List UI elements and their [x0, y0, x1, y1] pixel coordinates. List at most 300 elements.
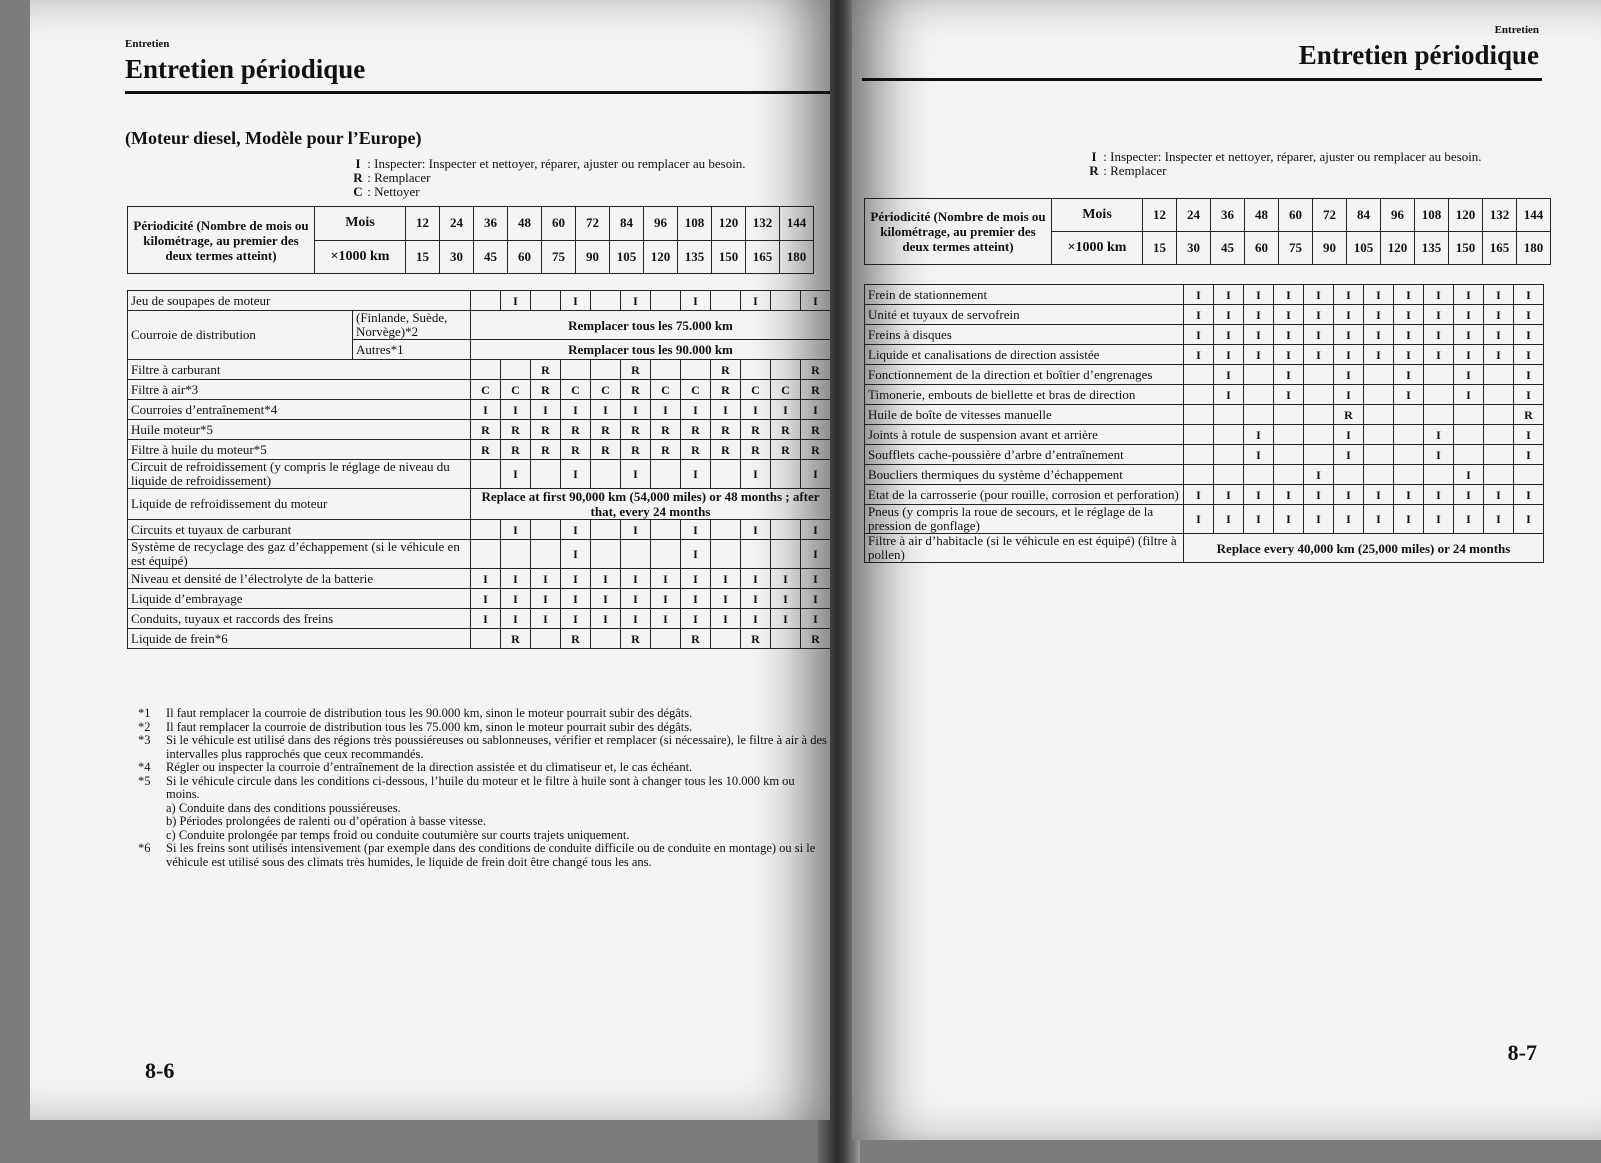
km-value: 105	[1347, 232, 1381, 265]
title-rule	[862, 78, 1542, 81]
schedule-cell: I	[1394, 505, 1424, 534]
footnote	[138, 707, 828, 721]
schedule-cell: I	[801, 569, 831, 589]
schedule-cell: R	[591, 440, 621, 460]
schedule-cell	[1424, 385, 1454, 405]
item-name: Niveau et densité de l’électrolyte de la batterie	[128, 569, 471, 589]
interval-note: Remplacer tous les 75.000 km	[471, 311, 831, 340]
schedule-cell: I	[1214, 385, 1244, 405]
schedule-cell: I	[1244, 345, 1274, 365]
km-value: 135	[678, 240, 712, 274]
schedule-cell: I	[1514, 385, 1544, 405]
schedule-cell: I	[1274, 385, 1304, 405]
km-value: 75	[1279, 232, 1313, 265]
item-name: Liquide de frein*6	[128, 629, 471, 649]
months-value: 48	[508, 207, 542, 241]
schedule-cell: I	[1394, 325, 1424, 345]
schedule-cell: I	[1244, 285, 1274, 305]
footnote	[138, 829, 828, 843]
item-name: Liquide de refroidissement du moteur	[128, 489, 471, 520]
schedule-cell: I	[561, 460, 591, 489]
schedule-cell: I	[1334, 445, 1364, 465]
schedule-cell	[681, 360, 711, 380]
schedule-cell	[1244, 465, 1274, 485]
schedule-cell: I	[531, 589, 561, 609]
months-value: 48	[1245, 199, 1279, 232]
schedule-cell: I	[741, 291, 771, 311]
schedule-cell	[711, 520, 741, 540]
schedule-cell	[1274, 445, 1304, 465]
footnote-text: Si les freins sont utilisés intensivement (par exemple dans des conditions de conduite difficile ou de conduite en montage) ou si le véhicule est utilisé sous des climats très humides, le liquide de frein doit être changé tous les ans.	[166, 841, 816, 869]
schedule-cell	[1214, 465, 1244, 485]
schedule-cell	[531, 520, 561, 540]
schedule-cell: I	[561, 540, 591, 569]
item-name: Huile de boîte de vitesses manuelle	[865, 405, 1184, 425]
title-rule	[125, 91, 830, 94]
schedule-cell: I	[471, 400, 501, 420]
months-value: 132	[1483, 199, 1517, 232]
months-value: 144	[1517, 199, 1551, 232]
schedule-cell: R	[501, 420, 531, 440]
schedule-cell: I	[771, 609, 801, 629]
schedule-cell: I	[1454, 305, 1484, 325]
schedule-cell	[741, 540, 771, 569]
item-name: Huile moteur*5	[128, 420, 471, 440]
schedule-cell: I	[1184, 505, 1214, 534]
schedule-cell	[1394, 425, 1424, 445]
schedule-cell	[1364, 465, 1394, 485]
item-name: Liquide et canalisations de direction assistée	[865, 345, 1184, 365]
table-row	[128, 380, 831, 400]
schedule-cell	[1184, 465, 1214, 485]
schedule-cell	[1304, 405, 1334, 425]
schedule-cell: C	[561, 380, 591, 400]
schedule-cell: I	[1424, 305, 1454, 325]
months-value: 120	[712, 207, 746, 241]
schedule-cell: I	[1454, 325, 1484, 345]
schedule-cell: R	[531, 380, 561, 400]
schedule-cell: R	[1514, 405, 1544, 425]
item-name: Courroies d’entraînement*4	[128, 400, 471, 420]
schedule-cell: I	[1214, 485, 1244, 505]
page-right	[852, 0, 1601, 1140]
schedule-cell: R	[711, 440, 741, 460]
item-name: Boucliers thermiques du système d’échappement	[865, 465, 1184, 485]
schedule-cell	[711, 540, 741, 569]
schedule-cell: I	[591, 569, 621, 589]
schedule-cell: I	[1514, 485, 1544, 505]
schedule-cell	[471, 520, 501, 540]
schedule-cell: R	[651, 440, 681, 460]
schedule-cell	[1514, 465, 1544, 485]
schedule-cell: R	[561, 420, 591, 440]
schedule-cell	[1424, 405, 1454, 425]
table-row	[128, 569, 831, 589]
km-value: 120	[1381, 232, 1415, 265]
footnote-marker: *1	[138, 706, 151, 720]
schedule-cell: I	[741, 520, 771, 540]
schedule-cell: I	[771, 569, 801, 589]
schedule-cell: I	[651, 569, 681, 589]
schedule-cell	[1364, 365, 1394, 385]
schedule-cell: I	[771, 589, 801, 609]
schedule-cell: R	[651, 420, 681, 440]
schedule-cell: C	[501, 380, 531, 400]
schedule-cell: I	[1334, 485, 1364, 505]
schedule-cell: I	[591, 400, 621, 420]
item-name: Freins à disques	[865, 325, 1184, 345]
schedule-cell: I	[1364, 485, 1394, 505]
schedule-cell: I	[1514, 365, 1544, 385]
footnote-text: c) Conduite prolongée par temps froid ou conduite coutumière sur courts trajets uniquement.	[166, 827, 630, 842]
table-row	[865, 465, 1544, 485]
schedule-cell: I	[1244, 305, 1274, 325]
item-name: Circuits et tuyaux de carburant	[128, 520, 471, 540]
schedule-cell: R	[711, 420, 741, 440]
months-value: 60	[542, 207, 576, 241]
schedule-cell: I	[1424, 425, 1454, 445]
schedule-cell	[741, 360, 771, 380]
schedule-cell: I	[711, 569, 741, 589]
table-row	[865, 425, 1544, 445]
months-value: 72	[1313, 199, 1347, 232]
schedule-cell: I	[1304, 285, 1334, 305]
footnote-marker: *6	[138, 841, 151, 855]
schedule-cell	[471, 540, 501, 569]
schedule-cell: I	[1454, 385, 1484, 405]
schedule-cell	[1484, 425, 1514, 445]
schedule-cell	[531, 540, 561, 569]
item-name: Etat de la carrosserie (pour rouille, corrosion et perforation)	[865, 485, 1184, 505]
km-value: 150	[1449, 232, 1483, 265]
schedule-cell	[621, 540, 651, 569]
schedule-cell: R	[561, 440, 591, 460]
schedule-cell: I	[1214, 325, 1244, 345]
schedule-cell: I	[1514, 445, 1544, 465]
item-name: Courroie de distribution	[128, 311, 353, 360]
schedule-cell: I	[621, 291, 651, 311]
schedule-cell: R	[591, 420, 621, 440]
footnote-text: Il faut remplacer la courroie de distribution tous les 90.000 km, sinon le moteur pourrait subir des dégâts.	[166, 706, 693, 720]
table-row	[128, 520, 831, 540]
schedule-cell: I	[1274, 505, 1304, 534]
schedule-cell	[651, 360, 681, 380]
km-value: 60	[1245, 232, 1279, 265]
schedule-cell: I	[531, 569, 561, 589]
months-value: 36	[474, 207, 508, 241]
schedule-cell	[651, 629, 681, 649]
schedule-cell: I	[651, 609, 681, 629]
km-value: 150	[712, 240, 746, 274]
schedule-cell	[1394, 445, 1424, 465]
schedule-cell: I	[621, 589, 651, 609]
km-label: ×1000 km	[1052, 232, 1143, 265]
schedule-cell	[471, 460, 501, 489]
legend-item: I : Inspecter: Inspecter et nettoyer, réparer, ajuster ou remplacer au besoin.	[1091, 149, 1482, 164]
schedule-cell: R	[561, 629, 591, 649]
table-row	[128, 629, 831, 649]
schedule-cell: I	[681, 291, 711, 311]
schedule-cell: I	[1274, 305, 1304, 325]
schedule-cell	[1394, 405, 1424, 425]
schedule-cell: R	[471, 420, 501, 440]
page-title: Entretien périodique	[125, 54, 366, 84]
maintenance-schedule-table-left	[127, 290, 830, 649]
months-value: 72	[576, 207, 610, 241]
schedule-cell: I	[1244, 425, 1274, 445]
schedule-cell: I	[1484, 305, 1514, 325]
schedule-cell	[531, 629, 561, 649]
schedule-cell: R	[471, 440, 501, 460]
schedule-cell	[1244, 385, 1274, 405]
schedule-cell: I	[681, 589, 711, 609]
schedule-cell: I	[711, 589, 741, 609]
schedule-cell: R	[801, 629, 831, 649]
schedule-cell: I	[681, 540, 711, 569]
months-value: 36	[1211, 199, 1245, 232]
km-value: 180	[780, 240, 814, 274]
schedule-cell	[711, 629, 741, 649]
schedule-cell: I	[501, 291, 531, 311]
schedule-cell	[1364, 425, 1394, 445]
schedule-cell	[591, 291, 621, 311]
months-value: 84	[1347, 199, 1381, 232]
table-row	[128, 360, 831, 380]
schedule-cell	[771, 360, 801, 380]
section-header-small: Entretien	[1494, 24, 1539, 36]
page-left	[30, 0, 830, 1120]
months-value: 132	[746, 207, 780, 241]
schedule-cell: I	[1244, 485, 1274, 505]
schedule-cell: R	[681, 420, 711, 440]
schedule-cell: R	[531, 440, 561, 460]
schedule-cell: I	[801, 400, 831, 420]
item-name: Filtre à air*3	[128, 380, 471, 400]
km-value: 15	[406, 240, 440, 274]
schedule-cell: C	[651, 380, 681, 400]
schedule-cell: I	[501, 520, 531, 540]
schedule-cell: I	[501, 569, 531, 589]
schedule-cell: I	[1364, 325, 1394, 345]
schedule-cell	[1214, 445, 1244, 465]
footnote-marker	[138, 802, 166, 816]
table-row	[128, 540, 831, 569]
schedule-cell	[1304, 365, 1334, 385]
schedule-cell: I	[801, 589, 831, 609]
schedule-cell: I	[651, 400, 681, 420]
item-name: Filtre à carburant	[128, 360, 471, 380]
schedule-cell: I	[1184, 305, 1214, 325]
schedule-cell: I	[711, 609, 741, 629]
legend	[352, 157, 822, 199]
schedule-cell: I	[1214, 305, 1244, 325]
schedule-cell	[771, 540, 801, 569]
schedule-cell	[471, 291, 501, 311]
schedule-cell: R	[711, 380, 741, 400]
schedule-cell: I	[801, 291, 831, 311]
table-row	[865, 505, 1544, 534]
schedule-cell: I	[1334, 425, 1364, 445]
km-value: 105	[610, 240, 644, 274]
schedule-cell: I	[1484, 505, 1514, 534]
schedule-cell: I	[1304, 465, 1334, 485]
table-row	[128, 311, 831, 340]
schedule-cell	[531, 291, 561, 311]
schedule-cell: I	[741, 609, 771, 629]
schedule-cell: R	[801, 440, 831, 460]
table-row	[128, 291, 831, 311]
schedule-cell	[501, 360, 531, 380]
schedule-cell: I	[741, 460, 771, 489]
schedule-cell: R	[621, 380, 651, 400]
schedule-cell	[651, 540, 681, 569]
schedule-cell	[471, 629, 501, 649]
months-value: 144	[780, 207, 814, 241]
schedule-cell: I	[1274, 345, 1304, 365]
schedule-cell	[771, 520, 801, 540]
schedule-cell	[1244, 365, 1274, 385]
item-subname: Autres*1	[353, 340, 471, 360]
schedule-cell	[1424, 465, 1454, 485]
schedule-cell: I	[1514, 425, 1544, 445]
months-value: 12	[406, 207, 440, 241]
schedule-cell	[711, 291, 741, 311]
km-value: 135	[1415, 232, 1449, 265]
schedule-cell: I	[1334, 285, 1364, 305]
maintenance-schedule-table-right	[864, 284, 1544, 563]
km-value: 30	[1177, 232, 1211, 265]
schedule-cell: I	[1484, 325, 1514, 345]
page-title: Entretien périodique	[1298, 40, 1539, 70]
schedule-cell: I	[1514, 305, 1544, 325]
schedule-cell: I	[471, 609, 501, 629]
schedule-cell	[1184, 445, 1214, 465]
schedule-cell	[1364, 405, 1394, 425]
table-row	[865, 485, 1544, 505]
schedule-cell: I	[1184, 285, 1214, 305]
schedule-cell: I	[1274, 485, 1304, 505]
page-number: 8-7	[1507, 1040, 1537, 1065]
km-value: 15	[1143, 232, 1177, 265]
schedule-cell: I	[1214, 505, 1244, 534]
table-row	[865, 325, 1544, 345]
footnote-marker: *3	[138, 733, 151, 747]
schedule-cell: I	[1484, 485, 1514, 505]
schedule-cell: I	[531, 400, 561, 420]
item-name: Circuit de refroidissement (y compris le réglage de niveau du liquide de refroidissement)	[128, 460, 471, 489]
schedule-cell	[1304, 385, 1334, 405]
schedule-cell: I	[1334, 345, 1364, 365]
schedule-cell	[1484, 465, 1514, 485]
schedule-cell: I	[1334, 325, 1364, 345]
schedule-cell	[1394, 465, 1424, 485]
footnote	[138, 802, 828, 816]
months-value: 96	[644, 207, 678, 241]
schedule-cell	[591, 629, 621, 649]
schedule-cell: I	[621, 609, 651, 629]
schedule-cell	[1274, 405, 1304, 425]
schedule-cell	[1304, 425, 1334, 445]
schedule-cell: C	[681, 380, 711, 400]
schedule-cell: R	[711, 360, 741, 380]
schedule-cell: I	[1274, 325, 1304, 345]
item-name: Filtre à air d’habitacle (si le véhicule en est équipé) (filtre à pollen)	[865, 534, 1184, 563]
footnote	[138, 842, 828, 869]
schedule-cell: I	[1394, 285, 1424, 305]
schedule-cell	[1334, 465, 1364, 485]
item-name: Pneus (y compris la roue de secours, et le réglage de la pression de gonflage)	[865, 505, 1184, 534]
schedule-cell: I	[1394, 485, 1424, 505]
km-value: 165	[1483, 232, 1517, 265]
schedule-cell: R	[531, 360, 561, 380]
footnote-text: a) Conduite dans des conditions poussiéreuses.	[166, 800, 401, 815]
table-row	[865, 534, 1544, 563]
schedule-cell: I	[1424, 345, 1454, 365]
table-row	[128, 420, 831, 440]
schedule-cell: I	[1274, 365, 1304, 385]
footnote	[138, 775, 828, 802]
schedule-cell: I	[1454, 365, 1484, 385]
schedule-cell: I	[801, 520, 831, 540]
schedule-cell	[531, 460, 561, 489]
schedule-cell	[1454, 425, 1484, 445]
schedule-cell	[711, 460, 741, 489]
schedule-cell: I	[1424, 285, 1454, 305]
schedule-cell: I	[801, 609, 831, 629]
km-value: 30	[440, 240, 474, 274]
schedule-cell: I	[1184, 485, 1214, 505]
schedule-cell: I	[1184, 345, 1214, 365]
footnote-marker: *5	[138, 773, 151, 788]
legend-item: C : Nettoyer	[353, 184, 420, 199]
schedule-cell: R	[801, 380, 831, 400]
schedule-cell: I	[741, 400, 771, 420]
schedule-cell	[1274, 425, 1304, 445]
schedule-cell: I	[1364, 305, 1394, 325]
table-row	[865, 285, 1544, 305]
schedule-cell: I	[681, 460, 711, 489]
schedule-cell: I	[1454, 345, 1484, 365]
km-value: 45	[474, 240, 508, 274]
schedule-cell: I	[801, 460, 831, 489]
item-name: Soufflets cache-poussière d’arbre d’entraînement	[865, 445, 1184, 465]
schedule-cell: I	[621, 460, 651, 489]
months-value: 108	[1415, 199, 1449, 232]
months-label: Mois	[1052, 199, 1143, 232]
schedule-cell: I	[1334, 305, 1364, 325]
footnote-marker: *2	[138, 719, 151, 734]
schedule-cell: R	[771, 420, 801, 440]
schedule-cell: I	[1304, 345, 1334, 365]
schedule-cell: I	[501, 589, 531, 609]
section-header-small: Entretien	[125, 38, 170, 50]
footnote-text: Il faut remplacer la courroie de distribution tous les 75.000 km, sinon le moteur pourrait subir des dégâts.	[166, 719, 693, 734]
footnotes	[138, 707, 828, 869]
footnote-text: Si le véhicule circule dans les conditions ci-dessous, l’huile du moteur et le filtre à huile sont à changer tous les 10.000 km ou moins.	[166, 773, 795, 801]
schedule-cell: I	[681, 520, 711, 540]
schedule-cell: I	[1304, 325, 1334, 345]
schedule-cell: I	[1424, 325, 1454, 345]
schedule-cell	[1484, 365, 1514, 385]
item-name: Frein de stationnement	[865, 285, 1184, 305]
schedule-cell: I	[1394, 305, 1424, 325]
schedule-cell: I	[1424, 485, 1454, 505]
schedule-cell: I	[1214, 365, 1244, 385]
interval-header-table	[864, 198, 1551, 265]
schedule-cell	[1214, 405, 1244, 425]
schedule-cell: I	[1454, 485, 1484, 505]
schedule-cell: I	[1334, 385, 1364, 405]
